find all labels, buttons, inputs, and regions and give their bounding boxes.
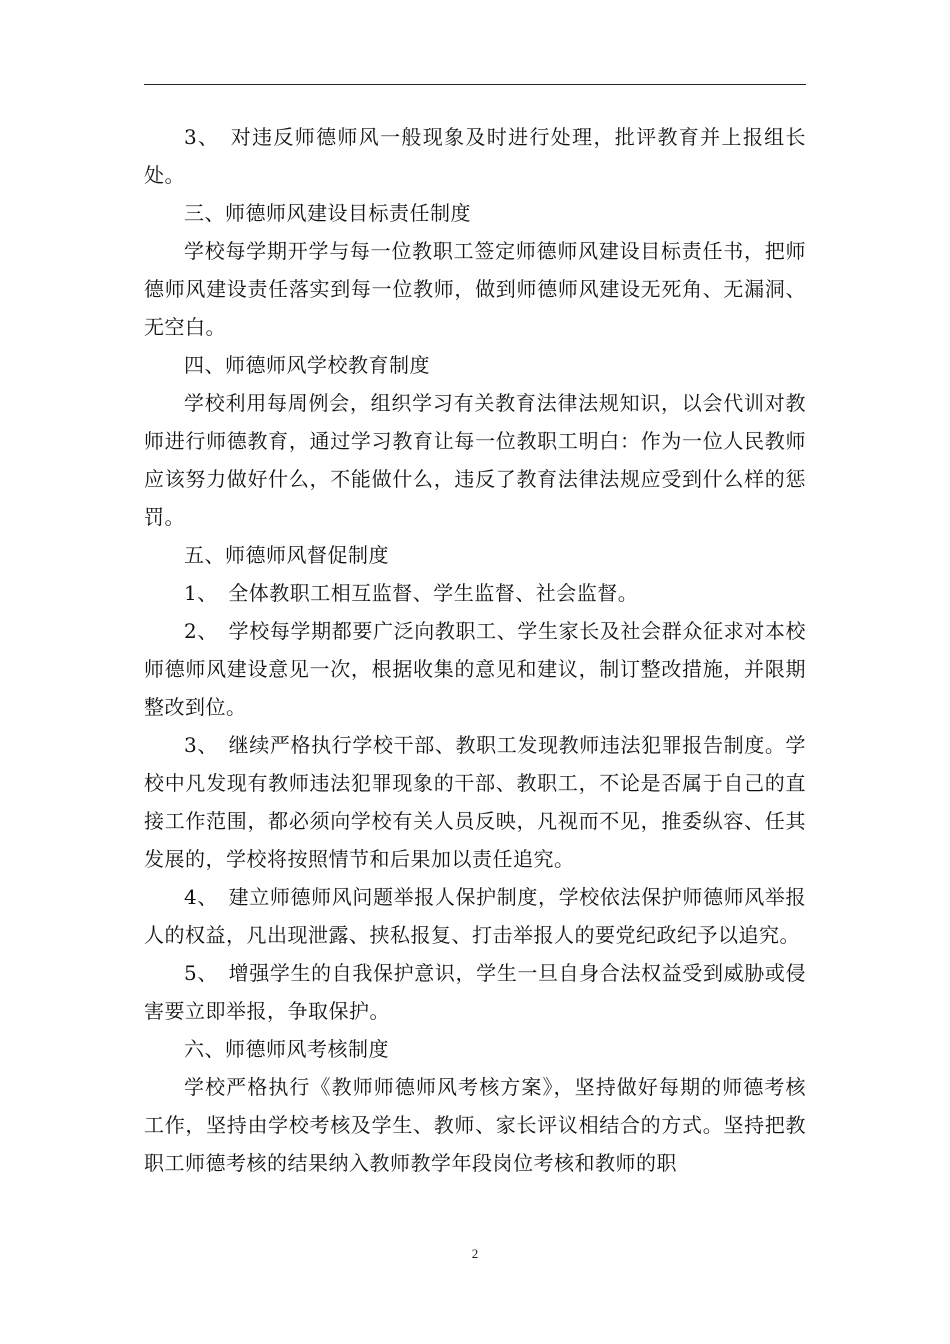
list-item-2: 2、 学校每学期都要广泛向教职工、学生家长及社会群众征求对本校师德师风建设意见一次，根据收集的意见和建议，制订整改措施，并限期整改到位。: [144, 619, 806, 719]
page-number: 2: [471, 1246, 479, 1261]
list-item-3b: 3、 继续严格执行学校干部、教职工发现教师违法犯罪报告制度。学校中凡发现有教师违法犯罪现象的干部、教职工，不论是否属于自己的直接工作范围，都必须向学校有关人员反映，凡视而不见，推委纵容、任其发展的，学校将按照情节和后果加以责任追究。: [144, 733, 806, 871]
paragraph-assessment: 学校严格执行《教师师德师风考核方案》，坚持做好每期的师德考核工作，坚持由学校考核及学生、教师、家长评议相结合的方式。坚持把教职工师德考核的结果纳入教师教学年段岗位考核和教师的职: [144, 1075, 806, 1175]
list-item-4: 4、 建立师德师风问题举报人保护制度，学校依法保护师德师风举报人的权益，凡出现泄露、挟私报复、打击举报人的要党纪政纪予以追究。: [144, 885, 806, 947]
section-heading-4: 四、师德师风学校教育制度: [184, 353, 430, 377]
header-rule: [144, 84, 806, 85]
section-heading-5: 五、师德师风督促制度: [184, 543, 389, 567]
section-heading-6: 六、师德师风考核制度: [184, 1037, 389, 1061]
document-body: [144, 118, 806, 1182]
list-item-5: 5、 增强学生的自我保护意识，学生一旦自身合法权益受到威胁或侵害要立即举报，争取保护。: [144, 961, 806, 1023]
paragraph-education: 学校利用每周例会，组织学习有关教育法律法规知识，以会代训对教师进行师德教育，通过学习教育让每一位教职工明白：作为一位人民教师应该努力做好什么，不能做什么，违反了教育法律法规应受到什么样的惩罚。: [144, 391, 806, 529]
paragraph-responsibility: 学校每学期开学与每一位教职工签定师德师风建设目标责任书，把师德师风建设责任落实到每一位教师，做到师德师风建设无死角、无漏洞、无空白。: [144, 239, 806, 339]
list-item-1: 1、 全体教职工相互监督、学生监督、社会监督。: [184, 581, 639, 605]
list-item-3: 3、 对违反师德师风一般现象及时进行处理，批评教育并上报组长处。: [144, 125, 806, 187]
section-heading-3: 三、师德师风建设目标责任制度: [184, 201, 471, 225]
